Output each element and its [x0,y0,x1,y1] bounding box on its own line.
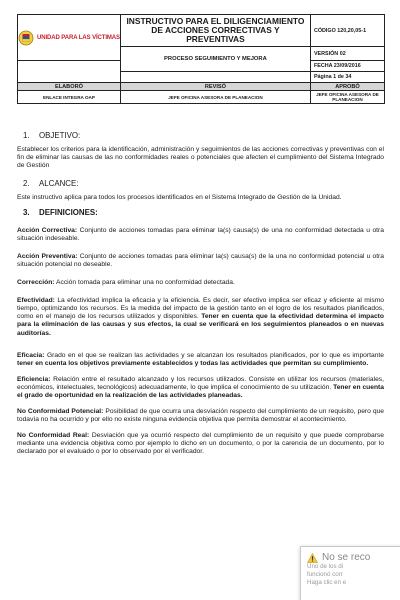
document-body [17,132,384,457]
notification-line-3: Haga clic en e [307,579,347,586]
document-title: INSTRUCTIVO PARA EL DILIGENCIAMIENTO DE ACCIONES CORRECTIVAS Y PREVENTIVAS [120,15,310,47]
definition-no-conformidad-potencial: No Conformidad Potencial: Posibilidad de que ocurra una desviación respecto del cumplimiento de un requisito, pero que todavía no ha ocurrido y por ello no existe ninguna evidencia objetiva que permita demostrar el acontecimiento. [17,408,384,424]
section-objetivo-title: 1. OBJETIVO: [23,131,81,140]
definition-efectividad: Efectividad: La efectividad implica la eficacia y la eficiencia. Es decir, ser efectivo implica ser eficaz y eficiente al mismo tiempo, optimizando los recursos. Es la medida del impacto de la gestión tanto en el logro de los resultados planificados, como en el manejo de los recursos utilizados y disponibles. Tener en cuenta que la efectividad determina el impacto para la eliminación de las causas y sus efectos, la cual se verificará en los seguimientos planeados o en nuevas auditorías. [17,297,384,337]
definition-no-conformidad-real: No Conformidad Real: Desviación que ya ocurrió respecto del cumplimiento de un requisito y que puede comprobarse mediante una evidencia objetiva como por ejemplo lo dicho en un documento, o por la carencia de un documento, por lo declarado por el evaluado o por lo observado por el verificador. [17,432,384,456]
document-header [17,14,385,104]
section-objetivo-text: Establecer los criterios para la identificación, administración y seguimientos de las acciones correctivas y preventivas con el fin de eliminar las causas de las no conformidades reales o potenciales que afecten el cumplimiento del Sistema Integrado de Gestión [17,146,384,170]
logo-cell [18,15,121,61]
logo-text: UNIDAD PARA LAS VÍCTIMAS [37,34,120,41]
reviso-value: JEFE OFICINA ASESORA DE PLANEACION [120,91,310,104]
definition-correccion: Corrección: Acción tomada para eliminar una no conformidad detectada. [17,279,235,287]
document-code: CÓDIGO 120,20,05-1 [310,15,384,47]
notification-title: No se reco [322,552,371,563]
elaboro-value: ENLACE INTEGRA OAP [18,91,121,104]
col-aprobo: APROBÓ [310,83,384,91]
definition-eficacia: Eficacia: Grado en el que se realizan las actividades y se alcanzan los resultados planificados, por lo que es importante tener en cuenta los objetivos previamente establecidos y todas las actividades que permitan su cumplimiento. [17,351,384,367]
col-elaboro: ELABORÓ [18,83,121,91]
section-alcance-text: Este instructivo aplica para todos los procesos identificados en el Sistema Integrado de Gestión de la Unidad. [17,194,342,202]
section-definiciones-title: 3. DEFINICIONES: [23,207,98,217]
document-date: FECHA 23/09/2016 [310,61,384,72]
notification-line-2: funcionó corr [307,571,343,578]
aprobo-value: JEFE OFICINA ASESORA DE PLANEACION [310,91,384,104]
process-spacer [120,72,310,83]
col-reviso: REVISÓ [120,83,310,91]
section-alcance-title: 2. ALCANCE: [23,179,79,189]
definition-eficiencia: Eficiencia: Relación entre el resultado alcanzado y los recursos utilizados. Consiste en utilizar los recursos (materiales, económicos, intelectuales, tecnológicos) adecuadamente, lo que implica el conocimiento de su utilización. Tener en cuenta el grado de oportunidad en la realización de las actividades planeadas. [17,375,384,399]
document-version: VERSIÓN 02 [310,47,384,61]
colombia-seal-icon [18,30,34,46]
device-notification[interactable] [300,546,400,600]
process-name: PROCESO SEGUIMIENTO Y MEJORA [120,47,310,72]
notification-line-1: Uno de los di [307,563,344,570]
definition-accion-preventiva: Acción Preventiva: Conjunto de acciones tomadas para eliminar la(s) causa(s) de la una no conformidad potencial u otra situación potencial no deseable. [17,252,384,268]
logo-spacer [18,61,121,83]
page-number: Página 1 de 34 [310,72,384,83]
definition-accion-correctiva: Acción Correctiva: Conjunto de acciones tomadas para eliminar la(s) causa(s) de una no conformidad detectada u otra situación indeseable. [17,226,384,242]
logo [18,30,120,46]
warning-icon [307,553,318,563]
